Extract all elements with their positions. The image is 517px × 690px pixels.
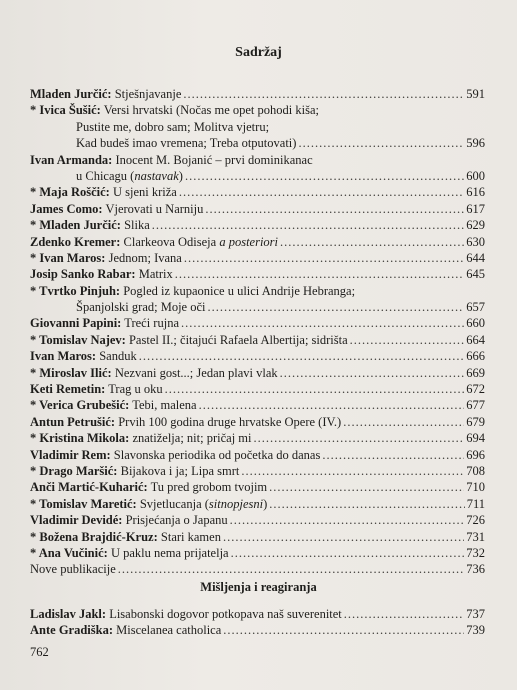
leader-dots [181,315,464,331]
entry-author: Kristina Mikola: [39,431,130,446]
entry-title: Jednom; Ivana [105,250,182,265]
entry-title: Prvih 100 godina druge hrvatske Opere (IV.) [115,414,342,429]
entry-page-number: 616 [466,185,485,200]
new-contribution-marker: * [30,185,40,200]
toc-entry [30,86,485,102]
entry-text [30,381,163,397]
entry-text [30,102,319,118]
entry-title: Svjetlucanja ( [136,496,209,511]
entry-title: Bijakova i ja; Lipa smrt [117,463,240,478]
entry-text [30,463,239,479]
leader-dots [350,332,465,348]
toc-entry [30,561,485,577]
toc-line [30,430,485,446]
entry-author: Vladimir Devidé: [30,513,123,528]
toc-entry [30,529,485,545]
entry-page-number: 708 [466,463,485,478]
entry-text [30,496,267,512]
entry-author: Josip Sanko Rabar: [30,267,136,282]
entry-text [30,561,116,577]
toc-line [30,315,485,331]
entry-text [30,234,278,250]
entry-text [76,168,183,184]
entry-text [30,545,229,561]
toc-line [30,463,485,479]
entry-author: Drago Maršić: [39,463,118,478]
entry-author: Ana Vučinić: [38,545,108,560]
entry-page-number: 677 [466,398,485,413]
entry-title: Pustite me, dobro sam; Molitva vjetru; [76,119,270,134]
leader-dots [280,365,465,381]
new-contribution-marker: * [30,365,40,380]
leader-dots [208,299,465,315]
entry-title: Prisjećanja o Japanu [122,513,228,528]
leader-dots [241,463,464,479]
toc-entry [30,102,485,151]
entry-text [30,397,197,413]
new-contribution-marker: * [30,431,40,446]
toc-line [30,102,485,118]
leader-dots [343,414,464,430]
leader-dots [118,561,465,577]
entry-author: Ivan Maros: [39,250,106,265]
page-title: Sadržaj [235,45,282,60]
entry-text [30,447,320,463]
toc-line [30,479,485,495]
toc-line [30,250,485,266]
toc-line [30,201,485,217]
toc-line [30,397,485,413]
entry-title: Slavonska periodika od početka do danas [110,447,321,462]
entry-author: James Como: [30,201,103,216]
entry-author: Verica Grubešić: [39,398,130,413]
entry-title: Stari kamen [157,529,221,544]
entry-page-number: 726 [466,513,485,528]
entry-text [30,266,173,282]
entry-text [76,135,296,151]
entry-text [30,184,177,200]
entry-text [30,430,252,446]
toc-line [30,348,485,364]
entry-title: Tu pred grobom tvojim [147,480,268,495]
toc-entry [30,545,485,561]
toc-entry [30,430,485,446]
entry-author: Antun Petrušić: [30,414,116,429]
entry-page-number: 664 [466,332,485,347]
leader-dots [139,348,465,364]
entry-text [30,250,182,266]
toc-entry [30,381,485,397]
toc-entry [30,201,485,217]
entry-page-number: 672 [466,382,485,397]
entry-author: Anči Martić-Kuharić: [30,480,148,495]
new-contribution-marker: * [30,545,39,560]
leader-dots [231,545,465,561]
entry-title-italic: nastavak [134,168,179,183]
entry-title: Kad budeš imao vremena; Treba otputovati) [76,136,297,151]
entry-text [30,86,181,102]
toc-line [30,332,485,348]
entry-text [30,332,348,348]
leader-dots [183,86,464,102]
toc-entry [30,315,485,331]
entry-title: Versi hrvatski (Nočas me opet pohodi kiša; [100,103,319,118]
entry-author: Ivan Armanda: [30,152,113,167]
toc-entry [30,622,485,638]
entry-title: Miscelanea catholica [113,623,222,638]
toc-entry [30,512,485,528]
entry-title: Španjolski grad; Moje oči [76,300,206,315]
entry-page-number: 736 [466,562,485,577]
entry-title: Trag u oku [105,382,163,397]
entry-title: Matrix [135,267,173,282]
entry-page-number: 657 [466,300,485,315]
entry-text [30,622,221,638]
entry-text [76,299,206,315]
entry-title: Sanduk [96,349,137,364]
entry-title: U sjeni križa [109,185,177,200]
toc-line [30,512,485,528]
entry-page-number: 617 [466,201,485,216]
entry-text [30,217,150,233]
entry-author: Mladen Jurčić: [39,218,121,233]
entry-page-number: 710 [466,480,485,495]
toc-line [30,447,485,463]
toc-line [30,234,485,250]
toc-entry [30,250,485,266]
new-contribution-marker: * [30,250,40,265]
entry-title: Clarkeova Odiseja [120,234,220,249]
entry-text [30,414,341,430]
entry-page-number: 644 [466,250,485,265]
leader-dots [205,201,464,217]
entry-author: Miroslav Ilić: [39,365,112,380]
entry-page-number: 739 [466,623,485,638]
toc-entry [30,479,485,495]
toc-entry [30,365,485,381]
toc-line [30,545,485,561]
toc-entry [30,348,485,364]
toc-entry [30,184,485,200]
new-contribution-marker: * [30,332,40,347]
toc-line [30,365,485,381]
leader-dots [199,397,465,413]
entry-text [30,529,221,545]
entry-title: Slika [120,218,150,233]
toc-entry [30,283,485,316]
entry-author: Tvrtko Pinjuh: [39,283,121,298]
toc-line [30,168,485,184]
toc-line [30,266,485,282]
toc-line [30,299,485,315]
toc-entry [30,217,485,233]
entry-author: Božena Brajdić-Kruz: [39,529,158,544]
entry-title: Inocent M. Bojanić – prvi dominikanac [112,152,313,167]
entry-title: Tebi, malena [129,398,197,413]
entry-author: Ivica Šušić: [39,103,101,118]
toc-line [30,606,485,622]
toc-list-section2 [30,606,485,639]
leader-dots [280,234,464,250]
entry-text [30,283,355,299]
entry-title: ) [178,168,183,183]
toc-line [30,119,485,135]
new-contribution-marker: * [30,283,40,298]
toc-line [30,496,485,512]
toc-line [30,529,485,545]
new-contribution-marker: * [30,398,40,413]
leader-dots [175,266,465,282]
toc-entry [30,606,485,622]
entry-title-italic: sitnopjesni [208,496,264,511]
new-contribution-marker: * [30,496,40,511]
entry-text [30,348,137,364]
entry-page-number: 731 [466,529,485,544]
entry-author: Ante Gradiška: [30,623,113,638]
entry-text [30,201,203,217]
entry-page-number: 645 [466,267,485,282]
leader-dots [269,479,464,495]
new-contribution-marker: * [30,529,40,544]
entry-title: Stješnjavanje [111,87,182,101]
entry-page-number: 711 [466,496,485,511]
entry-page-number: 591 [466,87,485,101]
entry-author: Ivan Maros: [30,349,97,364]
entry-author: Keti Remetin: [30,382,106,397]
toc-entry [30,332,485,348]
entry-page-number: 669 [466,365,485,380]
entry-page-number: 596 [466,136,485,151]
toc-entry [30,414,485,430]
entry-title: Lisabonski dogovor potkopava naš suverenitet [106,607,342,621]
toc-line [30,622,485,638]
toc-line [30,283,485,299]
entry-title: ) [263,496,268,511]
entry-title-italic: a posteriori [219,234,279,249]
entry-title: Pastel II.; čitajući Rafaela Albertija; sidrišta [125,332,348,347]
entry-page-number: 696 [466,447,485,462]
toc-entry [30,266,485,282]
entry-author: Tomislav Maretić: [39,496,137,511]
leader-dots [223,622,464,638]
new-contribution-marker: * [30,218,40,233]
new-contribution-marker: * [30,103,40,118]
page-number: 762 [30,645,49,659]
entry-title: U paklu nema prijatelja [107,545,229,560]
entry-author: Giovanni Papini: [30,316,122,331]
entry-text [30,606,342,622]
toc-line [30,414,485,430]
entry-text [76,119,269,135]
leader-dots [230,512,465,528]
entry-title: Nove publikacije [30,562,116,577]
entry-author: Zdenko Kremer: [30,234,121,249]
toc-line [30,561,485,577]
toc-line [30,152,485,168]
entry-title: Pogled iz kupaonice u ulici Andrije Hebranga; [120,283,356,298]
toc-entry [30,447,485,463]
entry-page-number: 630 [466,234,485,249]
leader-dots [165,381,465,397]
entry-page-number: 629 [466,218,485,233]
leader-dots [344,606,464,622]
leader-dots [254,430,465,446]
entry-page-number: 666 [466,349,485,364]
toc-line [30,135,485,151]
toc-line [30,381,485,397]
toc-entry [30,496,485,512]
entry-text [30,315,179,331]
entry-text [30,512,228,528]
leader-dots [152,217,464,233]
toc-list [30,86,485,578]
entry-title: Nezvani gost...; Jedan plavi vlak [111,365,278,380]
leader-dots [269,496,464,512]
entry-author: Tomislav Najev: [39,332,126,347]
toc-line [30,217,485,233]
leader-dots [185,168,464,184]
leader-dots [223,529,464,545]
leader-dots [322,447,464,463]
entry-title: znatiželja; nit; pričaj mi [129,431,252,446]
entry-author: Ladislav Jakl: [30,607,107,621]
leader-dots [298,135,464,151]
entry-page-number: 737 [466,607,485,621]
toc-entry [30,397,485,413]
entry-text [30,365,278,381]
entry-author: Maja Roščić: [39,185,110,200]
leader-dots [179,184,464,200]
toc-entry [30,463,485,479]
entry-title: Treći rujna [121,316,179,331]
entry-page-number: 600 [466,168,485,183]
toc-entry [30,234,485,250]
toc-line [30,86,485,102]
toc-line [30,184,485,200]
entry-title: Vjerovati u Narniju [102,201,204,216]
entry-text [30,152,313,168]
entry-page-number: 679 [466,414,485,429]
entry-author: Mladen Jurčić: [30,87,112,101]
entry-text [30,479,267,495]
entry-author: Vladimir Rem: [30,447,111,462]
entry-title: u Chicagu ( [76,168,135,183]
entry-page-number: 694 [466,431,485,446]
entry-page-number: 660 [466,316,485,331]
new-contribution-marker: * [30,463,40,478]
toc-entry [30,152,485,185]
leader-dots [184,250,464,266]
entry-page-number: 732 [466,545,485,560]
section-title: Mišljenja i reagiranja [200,580,317,594]
